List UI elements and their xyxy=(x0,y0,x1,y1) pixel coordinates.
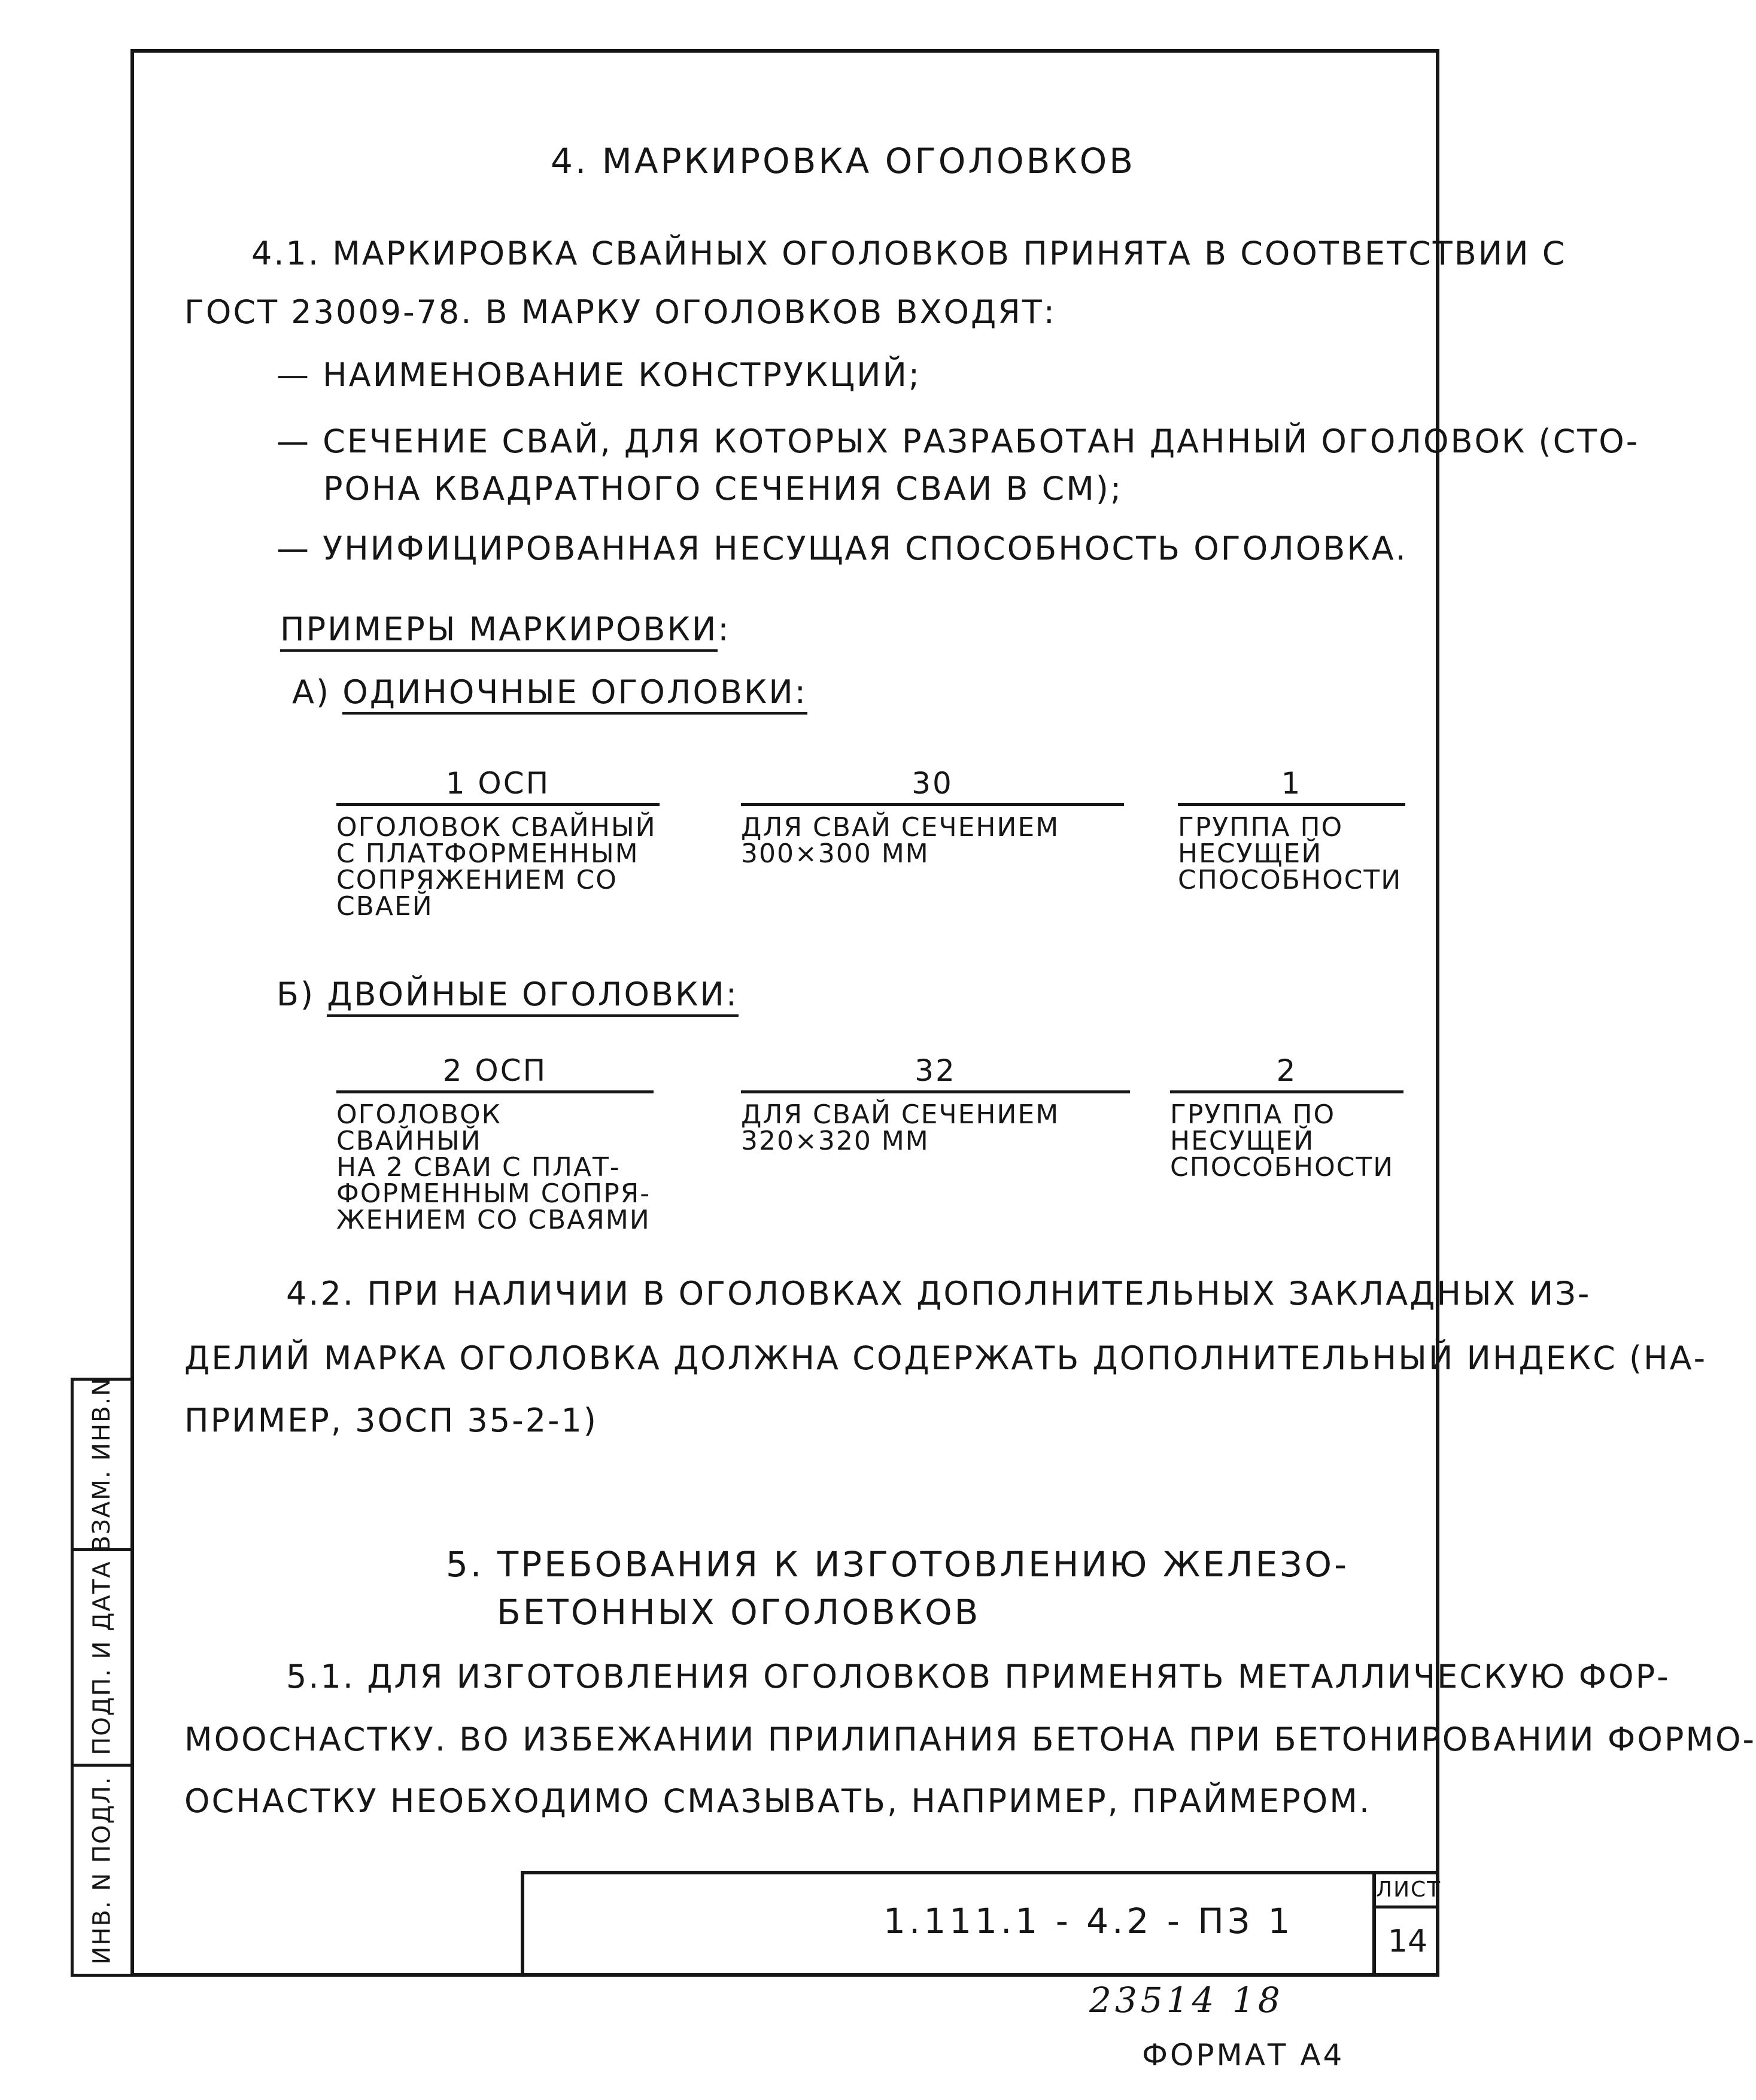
single-mark-name-desc: ОГОЛОВОК СВАЙНЫЙ С ПЛАТФОРМЕННЫМ СОПРЯЖЕНИЕМ СО СВАЕЙ xyxy=(336,812,657,922)
single-mark-name xyxy=(336,766,660,920)
single-mark-name-code: 1 ОСП xyxy=(336,766,660,806)
p51-line3: ОСНАСТКУ НЕОБХОДИМО СМАЗЫВАТЬ, НАПРИМЕР, ПРАЙМЕРОМ. xyxy=(184,1782,1372,1820)
p42-line2: ДЕЛИЙ МАРКА ОГОЛОВКА ДОЛЖНА СОДЕРЖАТЬ ДОПОЛНИТЕЛЬНЫЙ ИНДЕКС (НА- xyxy=(184,1339,1708,1377)
double-mark-group xyxy=(1170,1053,1403,1181)
sheet-number: 14 xyxy=(1387,1923,1428,1959)
double-heading xyxy=(277,975,739,1013)
double-prefix: Б) xyxy=(277,975,315,1013)
side-label-podp-data: ПОДП. И ДАТА xyxy=(88,1560,116,1755)
sheet-label: ЛИСТ xyxy=(1376,1874,1439,1908)
examples-heading-colon: : xyxy=(718,610,731,648)
p42-line1: 4.2. ПРИ НАЛИЧИИ В ОГОЛОВКАХ ДОПОЛНИТЕЛЬНЫХ ЗАКЛАДНЫХ ИЗ- xyxy=(286,1275,1591,1312)
double-mark-group-desc: ГРУППА ПО НЕСУЩЕЙ СПОСОБНОСТИ xyxy=(1170,1099,1395,1183)
double-mark-section-code: 32 xyxy=(741,1053,1130,1093)
double-mark-section-desc: ДЛЯ СВАЙ СЕЧЕНИЕМ 320×320 ММ xyxy=(741,1099,1060,1156)
side-cell-inv-podl xyxy=(74,1767,130,1974)
bullet-2-line2: РОНА КВАДРАТНОГО СЕЧЕНИЯ СВАИ В СМ); xyxy=(323,470,1123,507)
p42-line3: ПРИМЕР, 3ОСП 35-2-1) xyxy=(184,1402,598,1439)
p41-line2: ГОСТ 23009-78. В МАРКУ ОГОЛОВКОВ ВХОДЯТ: xyxy=(184,293,1056,331)
title-block-stamp xyxy=(521,1871,1442,1977)
sheet-box xyxy=(1372,1874,1442,1977)
side-cell-podp-data xyxy=(74,1551,130,1767)
document-code: 1.111.1 - 4.2 - ПЗ 1 xyxy=(883,1901,1294,1941)
double-mark-name-desc: ОГОЛОВОК СВАЙНЫЙ НА 2 СВАИ С ПЛАТ- ФОРМЕННЫМ СОПРЯ- ЖЕНИЕМ СО СВАЯМИ xyxy=(336,1099,651,1235)
side-label-inv-podl: ИНВ. N ПОДЛ. xyxy=(88,1776,116,1965)
double-mark-name-code: 2 ОСП xyxy=(336,1053,654,1093)
bullet-1: — НАИМЕНОВАНИЕ КОНСТРУКЦИЙ; xyxy=(277,356,922,394)
double-mark-group-code: 2 xyxy=(1170,1053,1403,1093)
double-mark-name xyxy=(336,1053,654,1233)
single-label: ОДИНОЧНЫЕ ОГОЛОВКИ: xyxy=(342,673,807,715)
format-label: ФОРМАТ А4 xyxy=(1142,2038,1345,2072)
single-mark-section-code: 30 xyxy=(741,766,1124,806)
single-heading xyxy=(292,673,807,711)
side-stamp-strip xyxy=(71,1378,130,1977)
double-label: ДВОЙНЫЕ ОГОЛОВКИ: xyxy=(327,975,739,1017)
single-mark-group-code: 1 xyxy=(1178,766,1405,806)
side-cell-vzam xyxy=(74,1376,130,1552)
examples-heading-label: ПРИМЕРЫ МАРКИРОВКИ xyxy=(280,610,718,652)
examples-heading xyxy=(280,610,731,648)
p51-line1: 5.1. ДЛЯ ИЗГОТОВЛЕНИЯ ОГОЛОВКОВ ПРИМЕНЯТЬ МЕТАЛЛИЧЕСКУЮ ФОР- xyxy=(286,1658,1670,1695)
bullet-3: — УНИФИЦИРОВАННАЯ НЕСУЩАЯ СПОСОБНОСТЬ ОГОЛОВКА. xyxy=(277,530,1408,567)
single-mark-group-desc: ГРУППА ПО НЕСУЩЕЙ СПОСОБНОСТИ xyxy=(1178,812,1402,895)
side-label-vzam: ВЗАМ. ИНВ.N xyxy=(88,1376,116,1552)
section5-title-line2: БЕТОННЫХ ОГОЛОВКОВ xyxy=(497,1592,981,1633)
p41-line1: 4.1. МАРКИРОВКА СВАЙНЫХ ОГОЛОВКОВ ПРИНЯТА В СООТВЕТСТВИИ С xyxy=(251,235,1567,272)
single-prefix: А) xyxy=(292,673,331,711)
section4-title: 4. МАРКИРОВКА ОГОЛОВКОВ xyxy=(551,141,1136,181)
single-mark-section-desc: ДЛЯ СВАЙ СЕЧЕНИЕМ 300×300 ММ xyxy=(741,812,1060,869)
p51-line2: МООСНАСТКУ. ВО ИЗБЕЖАНИИ ПРИЛИПАНИЯ БЕТОНА ПРИ БЕТОНИРОВАНИИ ФОРМО- xyxy=(184,1721,1756,1758)
handwritten-number: 23514 18 xyxy=(1089,1980,1284,2020)
bullet-2-line1: — СЕЧЕНИЕ СВАЙ, ДЛЯ КОТОРЫХ РАЗРАБОТАН ДАННЫЙ ОГОЛОВОК (СТО- xyxy=(277,423,1640,460)
single-mark-group xyxy=(1178,766,1405,894)
double-mark-section xyxy=(741,1053,1130,1154)
section5-title-line1: 5. ТРЕБОВАНИЯ К ИЗГОТОВЛЕНИЮ ЖЕЛЕЗО- xyxy=(446,1544,1350,1585)
single-mark-section xyxy=(741,766,1124,867)
